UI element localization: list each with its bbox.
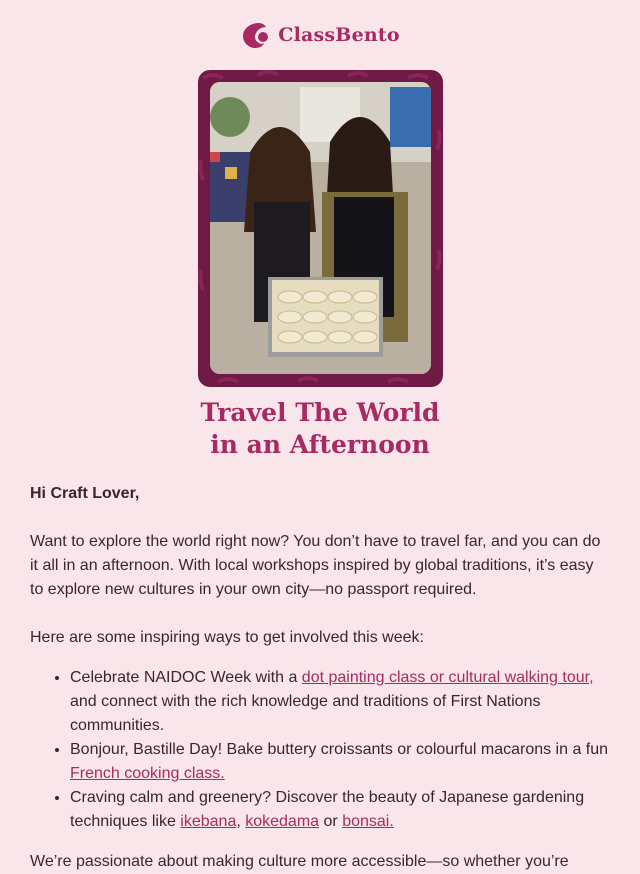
dot-painting-link[interactable]: dot painting class or cultural walking tour, — [301, 669, 594, 686]
separator: , — [236, 813, 246, 830]
headline-line-2: in an Afternoon — [210, 430, 430, 459]
brand-name: ClassBento — [278, 24, 400, 46]
kokedama-link[interactable]: kokedama — [245, 813, 320, 830]
headline — [0, 397, 640, 461]
ikebana-link[interactable]: ikebana — [180, 813, 237, 830]
logo-bar[interactable] — [0, 0, 640, 70]
photo-illustration — [210, 82, 431, 374]
intro-paragraph: Want to explore the world right now? You don’t have to travel far, and you can do it all in an afternoon. With local workshops inspired by global traditions, it’s easy to explore new cultures in your own city—no passport required. — [30, 533, 601, 598]
email-body — [0, 482, 640, 874]
list-item-text: Craving calm and greenery? Discover the beauty of Japanese gardening techniques like — [70, 789, 585, 830]
activity-list — [30, 666, 610, 834]
workshop-photo — [210, 82, 431, 374]
french-cooking-link[interactable]: French cooking class. — [70, 765, 225, 782]
separator: or — [319, 813, 343, 830]
headline-line-1: Travel The World — [200, 398, 440, 427]
hero-image[interactable] — [198, 70, 443, 387]
list-item-text: and connect with the rich knowledge and traditions of First Nations communities. — [70, 693, 541, 734]
classbento-logo-icon — [240, 20, 270, 50]
list-item — [70, 738, 610, 786]
list-item — [70, 786, 610, 834]
list-item-text: Bonjour, Bastille Day! Bake buttery croissants or colourful macarons in a fun — [70, 741, 609, 758]
bonsai-link[interactable]: bonsai. — [342, 813, 394, 830]
greeting: Hi Craft Lover, — [30, 485, 140, 502]
list-item-text: Celebrate NAIDOC Week with a — [70, 669, 302, 686]
list-item — [70, 666, 610, 738]
lead-in-paragraph: Here are some inspiring ways to get involved this week: — [30, 629, 424, 646]
closing-paragraph: We’re passionate about making culture more accessible—so whether you’re — [30, 853, 569, 870]
